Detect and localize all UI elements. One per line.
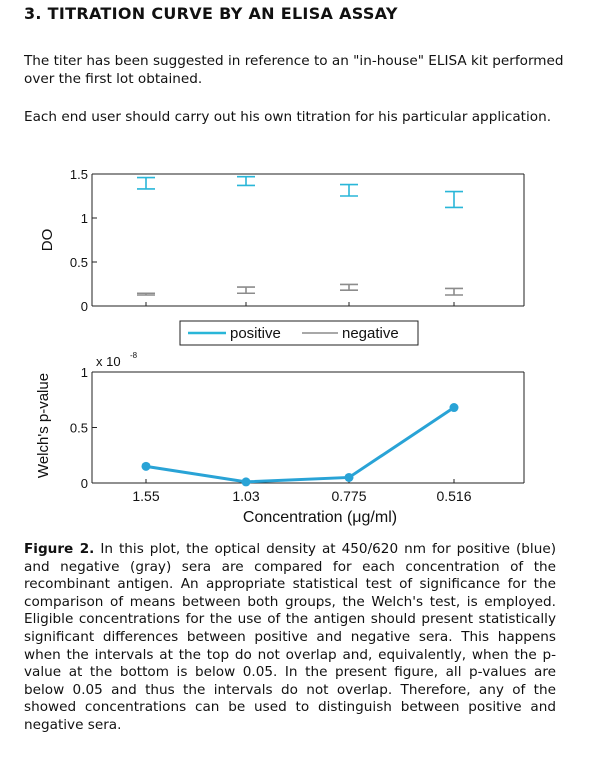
pvalue-line — [146, 408, 454, 482]
error-bar-negative — [340, 284, 358, 290]
top-y-axis-label: DO — [39, 228, 56, 252]
usage-paragraph: Each end user should carry out his own titration for his particular application. — [24, 109, 552, 125]
legend-negative-label: negative — [342, 325, 399, 342]
top-y-tick-label: 0 — [80, 299, 88, 314]
bottom-y-tick-label: 0 — [80, 476, 88, 491]
pvalue-point — [242, 477, 251, 486]
section-title: 3. TITRATION CURVE BY AN ELISA ASSAY — [24, 4, 398, 23]
bottom-y-axis-label: Welch's p-value — [35, 372, 52, 479]
error-bar-positive — [445, 192, 463, 208]
titration-chart — [24, 160, 576, 540]
top-y-tick-label: 0.5 — [69, 255, 88, 270]
x-tick-label: 1.55 — [132, 488, 160, 504]
y-scale-label: x 10 — [96, 354, 121, 369]
pvalue-point — [142, 462, 151, 471]
x-tick-label: 1.03 — [232, 488, 260, 504]
error-bar-negative — [237, 287, 255, 293]
figure-2 — [24, 160, 576, 540]
caption-label: Figure 2. — [24, 541, 95, 557]
y-scale-exponent: -8 — [130, 351, 138, 360]
x-axis-label: Concentration (μg/ml) — [242, 509, 398, 526]
caption-text: In this plot, the optical density at 450/620 nm for positive (blue) and negative (gray) sera are compared for each concentration of the recombinant antigen. An appropriate statistical test of significance for the comparison of means between both groups, the Welch's test, is employed. Eligible concentrations for the use of the antigen should present statistically significant differences between positive and negative sera. This happens when the intervals at the top do not overlap and, equivalently, when the p-value at the bottom is below 0.05. In the present figure, all p-values are below 0.05 and thus the intervals do not overlap. Therefore, any of the showed concentrations can be used to distinguish between positive and negative sera. — [24, 541, 556, 733]
top-y-tick-label: 1.5 — [69, 167, 88, 182]
error-bar-negative — [445, 288, 463, 295]
error-bar-positive — [137, 178, 155, 189]
x-tick-label: 0.775 — [331, 488, 367, 504]
figure-caption — [24, 541, 556, 735]
top-y-tick-label: 1 — [80, 211, 88, 226]
x-tick-label: 0.516 — [436, 488, 472, 504]
legend-positive-label: positive — [230, 325, 281, 342]
error-bar-negative — [137, 293, 155, 295]
error-bar-positive — [237, 177, 255, 186]
intro-paragraph: The titer has been suggested in reference to an "in-house" ELISA kit performed over the first lot obtained. — [24, 53, 564, 87]
error-bar-positive — [340, 185, 358, 196]
bottom-y-tick-label: 1 — [80, 365, 88, 380]
pvalue-point — [450, 403, 459, 412]
pvalue-point — [345, 473, 354, 482]
bottom-y-tick-label: 0.5 — [69, 420, 88, 436]
